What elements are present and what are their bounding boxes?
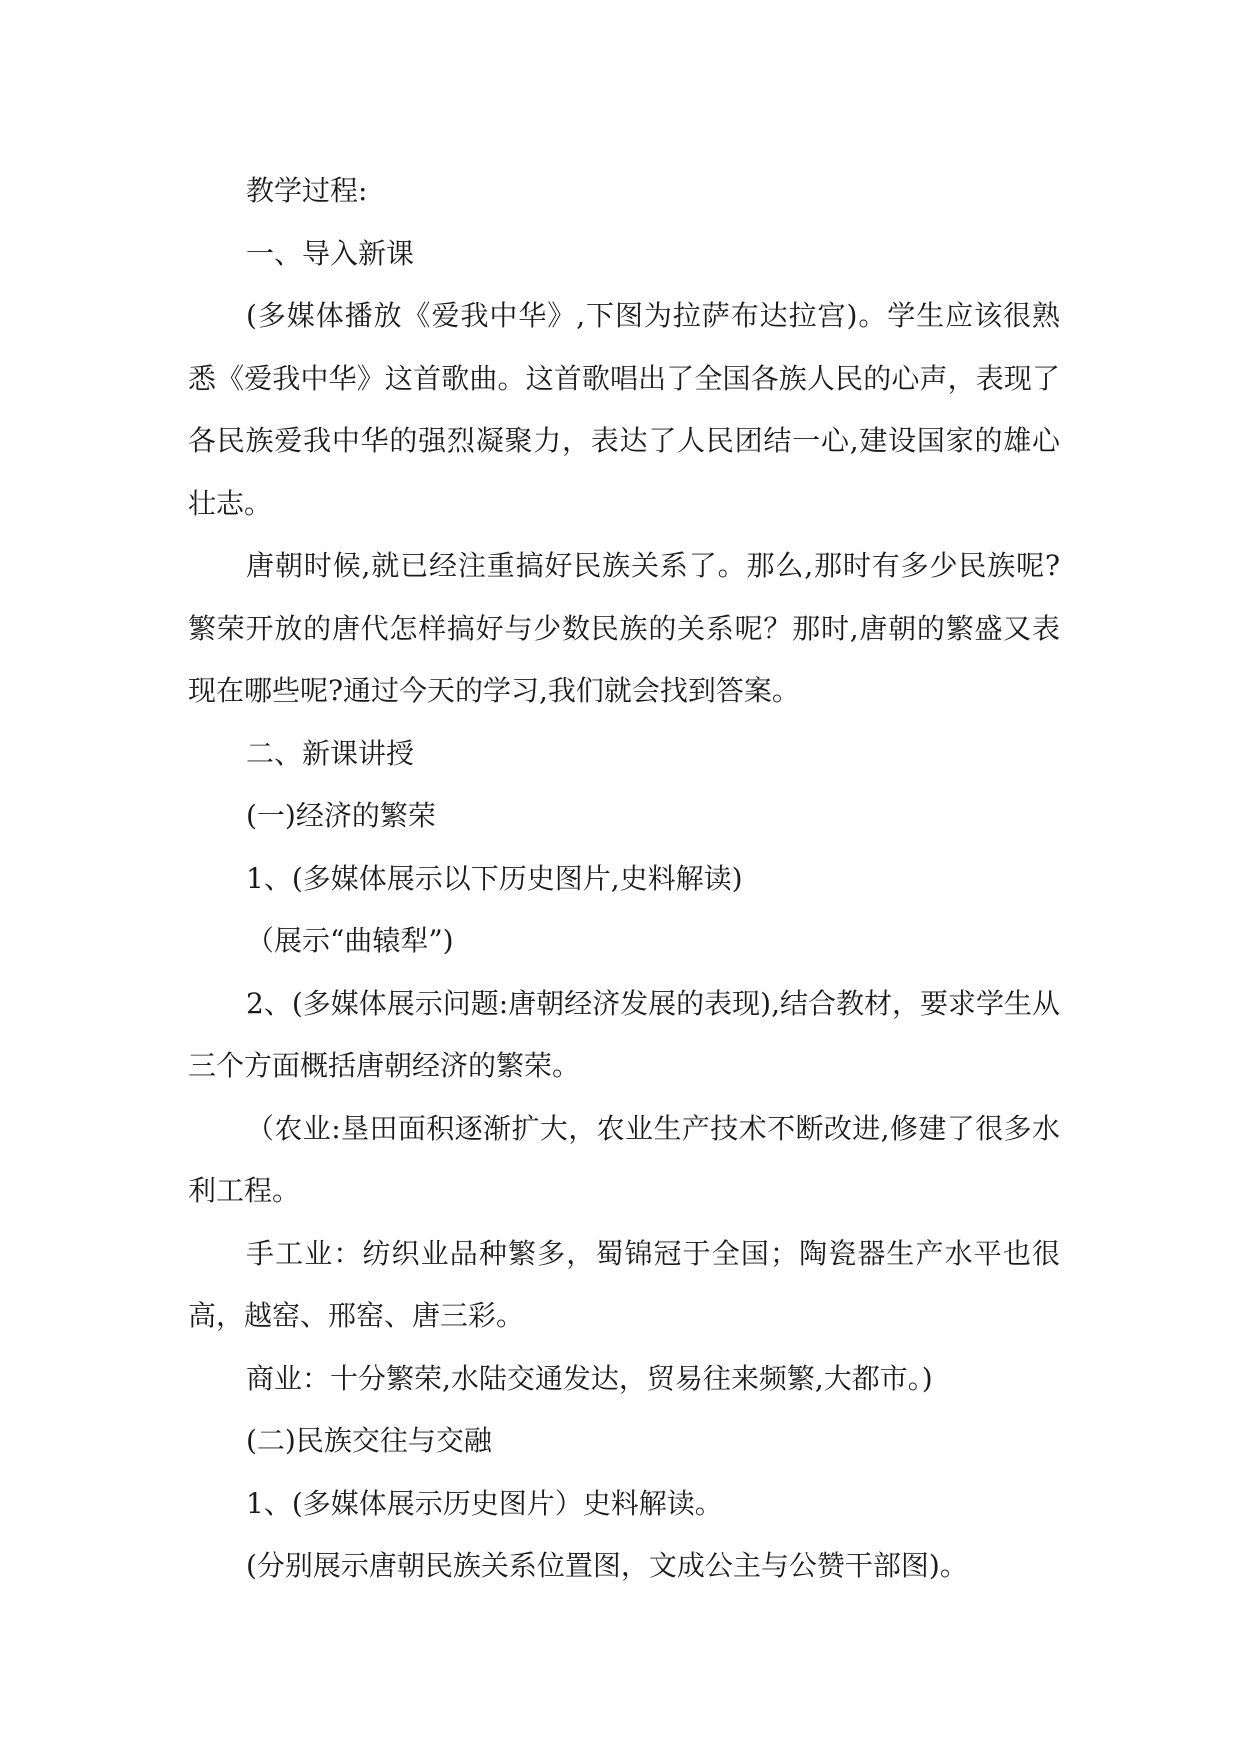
paragraph-commerce: 商业：十分繁荣,水陆交通发达，贸易往来频繁,大都市。)	[246, 1361, 933, 1395]
note-ethnic-maps: (分别展示唐朝民族关系位置图，文成公主与公赞干部图)。	[246, 1549, 968, 1582]
heading-new-lesson: 二、新课讲授	[246, 736, 415, 770]
list-item-1-images: 1、(多媒体展示以下历史图片,史料解读)	[246, 861, 743, 895]
section-label-teaching-process: 教学过程:	[246, 174, 368, 207]
list-item-1-ethnic-images: 1、(多媒体展示历史图片）史料解读。	[246, 1486, 723, 1520]
paragraph-agriculture: （农业:垦田面积逐渐扩大，农业生产技术不断改进,修建了很多水利工程。	[188, 1111, 1060, 1207]
paragraph-song-intro: (多媒体播放《爱我中华》,下图为拉萨布达拉宫)。学生应该很熟悉《爱我中华》这首歌曲。这首歌唱出了全国各族人民的心声，表现了各民族爱我中华的强烈凝聚力，表达了人民团结一心,建设国家的雄心壮志。	[188, 299, 1060, 520]
paragraph-tang-question: 唐朝时候,就已经注重搞好民族关系了。那么,那时有多少民族呢?繁荣开放的唐代怎样搞好与少数民族的关系呢？那时,唐朝的繁盛又表现在哪些呢?通过今天的学习,我们就会找到答案。	[188, 549, 1060, 707]
list-item-2-question: 2、(多媒体展示问题:唐朝经济发展的表现),结合教材，要求学生从三个方面概括唐朝经济的繁荣。	[188, 986, 1060, 1082]
heading-introduction: 一、导入新课	[246, 236, 415, 270]
subheading-ethnic-relations: (二)民族交往与交融	[246, 1424, 492, 1457]
note-show-plough: （展示“曲辕犁”)	[246, 924, 454, 957]
paragraph-handicraft: 手工业：纺织业品种繁多，蜀锦冠于全国；陶瓷器生产水平也很高，越窑、邢窑、唐三彩。	[188, 1236, 1060, 1332]
document-body	[188, 160, 1060, 1598]
subheading-economy: (一)经济的繁荣	[246, 799, 436, 832]
